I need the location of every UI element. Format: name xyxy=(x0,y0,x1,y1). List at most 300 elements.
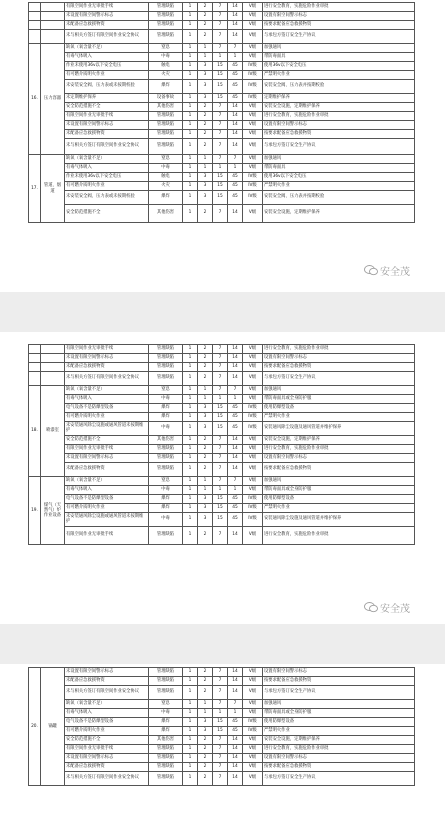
page-gap xyxy=(0,624,445,664)
table-row xyxy=(29,513,415,527)
d-value-cell: 14 xyxy=(228,527,243,545)
control-measure-cell: 使用防爆型设备 xyxy=(263,495,415,504)
risk-level-cell: V级 xyxy=(243,354,263,363)
chat-bubble-icon xyxy=(364,602,378,613)
control-measure-cell: 按要求配备应急救援物资 xyxy=(263,363,415,372)
hazard-cell: 有毒气体吸入 xyxy=(65,164,149,173)
accident-type-cell: 窒息 xyxy=(149,155,183,164)
hazard-cell: 未配备应急救援物资 xyxy=(65,763,149,772)
hazard-cell: 安全防范措施不全 xyxy=(65,436,149,445)
table-row xyxy=(29,727,415,736)
e-value-cell: 1 xyxy=(198,486,213,495)
c-value-cell: 1 xyxy=(213,395,228,404)
risk-level-cell: V级 xyxy=(243,477,263,486)
l-value-cell: 1 xyxy=(183,21,198,30)
l-value-cell: 1 xyxy=(183,463,198,477)
l-value-cell: 1 xyxy=(183,504,198,513)
c-value-cell: 7 xyxy=(213,754,228,763)
risk-level-cell: V级 xyxy=(243,130,263,139)
risk-level-cell: V级 xyxy=(243,3,263,12)
risk-level-cell: IV级 xyxy=(243,718,263,727)
e-value-cell: 2 xyxy=(198,372,213,386)
hazard-cell: 未配备应急救援物资 xyxy=(65,130,149,139)
accident-type-cell: 管理缺陷 xyxy=(149,363,183,372)
control-measure-cell: 设置有限空间警示标志 xyxy=(263,754,415,763)
risk-level-cell: V级 xyxy=(243,700,263,709)
accident-type-cell: 中毒 xyxy=(149,709,183,718)
l-value-cell: 1 xyxy=(183,191,198,205)
l-value-cell: 1 xyxy=(183,395,198,404)
l-value-cell: 1 xyxy=(183,763,198,772)
c-value-cell: 7 xyxy=(213,372,228,386)
e-value-cell: 2 xyxy=(198,12,213,21)
l-value-cell: 1 xyxy=(183,386,198,395)
group-name-cell-continued xyxy=(41,21,65,30)
group-number-cell: 18. xyxy=(29,386,41,477)
e-value-cell: 1 xyxy=(198,386,213,395)
e-value-cell: 1 xyxy=(198,44,213,53)
d-value-cell: 14 xyxy=(228,436,243,445)
c-value-cell: 15 xyxy=(213,718,228,727)
d-value-cell: 14 xyxy=(228,30,243,44)
control-measure-cell: 加强通风 xyxy=(263,700,415,709)
c-value-cell: 15 xyxy=(213,727,228,736)
hazard-table-3 xyxy=(28,667,415,786)
control-measure-cell: 设置有限空间警示标志 xyxy=(263,12,415,21)
l-value-cell: 1 xyxy=(183,354,198,363)
group-number-cell-continued xyxy=(29,354,41,363)
page-gap xyxy=(0,292,445,332)
table-row xyxy=(29,139,415,155)
d-value-cell: 1 xyxy=(228,395,243,404)
table-row xyxy=(29,94,415,103)
table-row xyxy=(29,30,415,44)
control-measure-cell: 安装安全设施，定期维护保养 xyxy=(263,103,415,112)
l-value-cell: 1 xyxy=(183,677,198,686)
d-value-cell: 14 xyxy=(228,763,243,772)
l-value-cell: 1 xyxy=(183,345,198,354)
l-value-cell: 1 xyxy=(183,372,198,386)
l-value-cell: 1 xyxy=(183,727,198,736)
e-value-cell: 3 xyxy=(198,727,213,736)
control-measure-cell: 安装安全设施，定期维护保养 xyxy=(263,205,415,223)
control-measure-cell: 进行安全教育，实施危险作业审批 xyxy=(263,3,415,12)
control-measure-cell: 使用36v以下安全电压 xyxy=(263,173,415,182)
accident-type-cell: 中毒 xyxy=(149,486,183,495)
table-row xyxy=(29,504,415,513)
c-value-cell: 7 xyxy=(213,772,228,786)
l-value-cell: 1 xyxy=(183,173,198,182)
c-value-cell: 15 xyxy=(213,173,228,182)
risk-level-cell: V级 xyxy=(243,363,263,372)
e-value-cell: 3 xyxy=(198,413,213,422)
table-row xyxy=(29,386,415,395)
l-value-cell: 1 xyxy=(183,71,198,80)
control-measure-cell: 使用36v以下安全电压 xyxy=(263,62,415,71)
e-value-cell: 3 xyxy=(198,80,213,94)
risk-level-cell: V级 xyxy=(243,205,263,223)
control-measure-cell: 按要求配备应急救援物资 xyxy=(263,677,415,686)
d-value-cell: 1 xyxy=(228,53,243,62)
control-measure-cell: 严禁明火作业 xyxy=(263,727,415,736)
table-row xyxy=(29,21,415,30)
accident-type-cell: 触电 xyxy=(149,62,183,71)
d-value-cell: 7 xyxy=(228,44,243,53)
group-number-cell-continued xyxy=(29,21,41,30)
c-value-cell: 15 xyxy=(213,182,228,191)
control-measure-cell: 按要求配备应急救援物资 xyxy=(263,21,415,30)
d-value-cell: 45 xyxy=(228,71,243,80)
accident-type-cell: 管理缺陷 xyxy=(149,445,183,454)
table-row xyxy=(29,736,415,745)
risk-level-cell: V级 xyxy=(243,103,263,112)
e-value-cell: 2 xyxy=(198,139,213,155)
group-number-cell-continued xyxy=(29,363,41,372)
hazard-cell: 有可燃介质明火作业 xyxy=(65,182,149,191)
c-value-cell: 7 xyxy=(213,454,228,463)
accident-type-cell: 中毒 xyxy=(149,164,183,173)
control-measure-cell: 设置有限空间警示标志 xyxy=(263,668,415,677)
l-value-cell: 1 xyxy=(183,486,198,495)
control-measure-cell: 带防毒面具 xyxy=(263,164,415,173)
table-row xyxy=(29,486,415,495)
hazard-cell: 有毒气体吸入 xyxy=(65,53,149,62)
d-value-cell: 7 xyxy=(228,386,243,395)
control-measure-cell: 严禁明火作业 xyxy=(263,182,415,191)
accident-type-cell: 窒息 xyxy=(149,386,183,395)
l-value-cell: 1 xyxy=(183,404,198,413)
risk-assessment-table xyxy=(28,667,415,786)
control-measure-cell: 安装安全设施，定期维护保养 xyxy=(263,736,415,745)
hazard-cell: 缺氧（氧含量不足） xyxy=(65,386,149,395)
e-value-cell: 1 xyxy=(198,395,213,404)
control-measure-cell: 与承包方签订安全生产协议 xyxy=(263,772,415,786)
risk-level-cell: V级 xyxy=(243,164,263,173)
c-value-cell: 1 xyxy=(213,164,228,173)
group-number-cell: 16. xyxy=(29,44,41,155)
l-value-cell: 1 xyxy=(183,422,198,436)
d-value-cell: 1 xyxy=(228,709,243,718)
accident-type-cell: 触电 xyxy=(149,173,183,182)
risk-level-cell: V级 xyxy=(243,454,263,463)
e-value-cell: 2 xyxy=(198,677,213,686)
watermark-text: 安全茂 xyxy=(380,604,410,615)
hazard-cell: 未设置有限空间警示标志 xyxy=(65,454,149,463)
risk-level-cell: V级 xyxy=(243,668,263,677)
table-row xyxy=(29,477,415,486)
table-row xyxy=(29,463,415,477)
risk-level-cell: V级 xyxy=(243,677,263,686)
d-value-cell: 45 xyxy=(228,182,243,191)
control-measure-cell: 设置有限空间警示标志 xyxy=(263,121,415,130)
d-value-cell: 45 xyxy=(228,404,243,413)
c-value-cell: 1 xyxy=(213,709,228,718)
e-value-cell: 2 xyxy=(198,445,213,454)
control-measure-cell: 严禁明火作业 xyxy=(263,71,415,80)
risk-level-cell: IV级 xyxy=(243,71,263,80)
table-row xyxy=(29,53,415,62)
e-value-cell: 2 xyxy=(198,754,213,763)
control-measure-cell: 带防毒面具或全身防护服 xyxy=(263,709,415,718)
table-row xyxy=(29,155,415,164)
table-row xyxy=(29,495,415,504)
e-value-cell: 3 xyxy=(198,504,213,513)
accident-type-cell: 管理缺陷 xyxy=(149,668,183,677)
e-value-cell: 2 xyxy=(198,130,213,139)
group-number-cell-continued xyxy=(29,345,41,354)
hazard-cell: 有限空间作业无审批手续 xyxy=(65,345,149,354)
control-measure-cell: 按要求配备应急救援物资 xyxy=(263,130,415,139)
e-value-cell: 2 xyxy=(198,103,213,112)
d-value-cell: 14 xyxy=(228,354,243,363)
accident-type-cell: 管理缺陷 xyxy=(149,745,183,754)
e-value-cell: 1 xyxy=(198,477,213,486)
group-name-cell-continued xyxy=(41,3,65,12)
hazard-cell: 未设置有限空间警示标志 xyxy=(65,668,149,677)
c-value-cell: 1 xyxy=(213,53,228,62)
d-value-cell: 45 xyxy=(228,422,243,436)
risk-level-cell: IV级 xyxy=(243,191,263,205)
table-row xyxy=(29,709,415,718)
c-value-cell: 15 xyxy=(213,62,228,71)
hazard-cell: 未设置有限空间警示标志 xyxy=(65,121,149,130)
table-row xyxy=(29,80,415,94)
table-row xyxy=(29,121,415,130)
d-value-cell: 7 xyxy=(228,700,243,709)
control-measure-cell: 加强通风 xyxy=(263,155,415,164)
e-value-cell: 3 xyxy=(198,94,213,103)
risk-level-cell: V级 xyxy=(243,345,263,354)
e-value-cell: 2 xyxy=(198,21,213,30)
control-measure-cell: 与承包方签订安全生产协议 xyxy=(263,30,415,44)
l-value-cell: 1 xyxy=(183,686,198,700)
d-value-cell: 14 xyxy=(228,139,243,155)
hazard-cell: 电气设备不是防爆型设备 xyxy=(65,404,149,413)
group-number-cell: 17. xyxy=(29,155,41,223)
hazard-cell: 作业未使用36v以下安全电压 xyxy=(65,173,149,182)
d-value-cell: 14 xyxy=(228,686,243,700)
hazard-cell: 未配备应急救援物资 xyxy=(65,463,149,477)
risk-level-cell: V级 xyxy=(243,527,263,545)
c-value-cell: 7 xyxy=(213,354,228,363)
risk-level-cell: IV级 xyxy=(243,173,263,182)
accident-type-cell: 管理缺陷 xyxy=(149,763,183,772)
c-value-cell: 7 xyxy=(213,436,228,445)
e-value-cell: 2 xyxy=(198,121,213,130)
c-value-cell: 15 xyxy=(213,404,228,413)
c-value-cell: 7 xyxy=(213,44,228,53)
control-measure-cell: 设置有限空间警示标志 xyxy=(263,354,415,363)
e-value-cell: 1 xyxy=(198,700,213,709)
group-name-cell-continued xyxy=(41,372,65,386)
accident-type-cell: 中毒 xyxy=(149,422,183,436)
c-value-cell: 7 xyxy=(213,3,228,12)
l-value-cell: 1 xyxy=(183,736,198,745)
table-row xyxy=(29,668,415,677)
c-value-cell: 15 xyxy=(213,513,228,527)
c-value-cell: 7 xyxy=(213,386,228,395)
l-value-cell: 1 xyxy=(183,30,198,44)
table-row xyxy=(29,413,415,422)
accident-type-cell: 爆炸 xyxy=(149,191,183,205)
c-value-cell: 15 xyxy=(213,80,228,94)
risk-level-cell: V级 xyxy=(243,709,263,718)
risk-level-cell: V级 xyxy=(243,372,263,386)
hazard-cell: 未配备应急救援物资 xyxy=(65,21,149,30)
c-value-cell: 15 xyxy=(213,71,228,80)
accident-type-cell: 管理缺陷 xyxy=(149,354,183,363)
l-value-cell: 1 xyxy=(183,668,198,677)
hazard-cell: 未配备应急救援物资 xyxy=(65,677,149,686)
control-measure-cell: 进行安全教育，实施危险作业审批 xyxy=(263,527,415,545)
e-value-cell: 1 xyxy=(198,155,213,164)
d-value-cell: 14 xyxy=(228,454,243,463)
e-value-cell: 2 xyxy=(198,736,213,745)
chat-bubble-icon xyxy=(364,265,378,276)
table-row xyxy=(29,205,415,223)
table-row xyxy=(29,12,415,21)
l-value-cell: 1 xyxy=(183,205,198,223)
hazard-cell: 有限空间作业无审批手续 xyxy=(65,3,149,12)
c-value-cell: 7 xyxy=(213,527,228,545)
risk-assessment-table xyxy=(28,2,415,223)
table-row xyxy=(29,763,415,772)
c-value-cell: 15 xyxy=(213,191,228,205)
control-measure-cell: 进行安全教育，实施危险作业审批 xyxy=(263,345,415,354)
table-row xyxy=(29,718,415,727)
e-value-cell: 2 xyxy=(198,354,213,363)
risk-level-cell: V级 xyxy=(243,12,263,21)
d-value-cell: 45 xyxy=(228,727,243,736)
control-measure-cell: 进行安全教育，实施危险作业审批 xyxy=(263,745,415,754)
accident-type-cell: 管理缺陷 xyxy=(149,454,183,463)
e-value-cell: 2 xyxy=(198,205,213,223)
c-value-cell: 7 xyxy=(213,103,228,112)
e-value-cell: 2 xyxy=(198,745,213,754)
e-value-cell: 3 xyxy=(198,182,213,191)
hazard-cell: 有毒气体吸入 xyxy=(65,486,149,495)
table-row xyxy=(29,454,415,463)
control-measure-cell: 使用防爆型设备 xyxy=(263,718,415,727)
table-row xyxy=(29,112,415,121)
hazard-table-2 xyxy=(28,344,415,545)
control-measure-cell: 带防毒面具 xyxy=(263,53,415,62)
e-value-cell: 1 xyxy=(198,53,213,62)
group-name-cell: 煤气（天然气）炉作业设备 xyxy=(41,477,65,545)
table-row xyxy=(29,130,415,139)
accident-type-cell: 管理缺陷 xyxy=(149,130,183,139)
control-measure-cell: 与承包方签订安全生产协议 xyxy=(263,686,415,700)
accident-type-cell: 管理缺陷 xyxy=(149,345,183,354)
accident-type-cell: 管理缺陷 xyxy=(149,677,183,686)
accident-type-cell: 管理缺陷 xyxy=(149,21,183,30)
accident-type-cell: 设备事故 xyxy=(149,94,183,103)
accident-type-cell: 中毒 xyxy=(149,395,183,404)
risk-level-cell: V级 xyxy=(243,395,263,404)
risk-level-cell: V级 xyxy=(243,445,263,454)
l-value-cell: 1 xyxy=(183,155,198,164)
l-value-cell: 1 xyxy=(183,445,198,454)
l-value-cell: 1 xyxy=(183,112,198,121)
hazard-cell: 有限空间作业无审批手续 xyxy=(65,527,149,545)
control-measure-cell: 安装通风除尘设施及通风管道并维护保养 xyxy=(263,422,415,436)
c-value-cell: 7 xyxy=(213,205,228,223)
c-value-cell: 1 xyxy=(213,486,228,495)
hazard-cell: 作业未使用36v以下安全电压 xyxy=(65,62,149,71)
c-value-cell: 7 xyxy=(213,736,228,745)
table-row xyxy=(29,404,415,413)
table-row xyxy=(29,363,415,372)
risk-level-cell: V级 xyxy=(243,112,263,121)
hazard-cell: 未配备应急救援物资 xyxy=(65,363,149,372)
risk-level-cell: V级 xyxy=(243,463,263,477)
accident-type-cell: 管理缺陷 xyxy=(149,686,183,700)
group-number-cell-continued xyxy=(29,12,41,21)
c-value-cell: 15 xyxy=(213,94,228,103)
control-measure-cell: 与承包方签订安全生产协议 xyxy=(263,139,415,155)
risk-level-cell: IV级 xyxy=(243,422,263,436)
group-name-cell: 压力容器 xyxy=(41,44,65,155)
risk-level-cell: IV级 xyxy=(243,404,263,413)
table-row xyxy=(29,3,415,12)
hazard-cell: 未定期维护保养 xyxy=(65,94,149,103)
c-value-cell: 7 xyxy=(213,477,228,486)
c-value-cell: 7 xyxy=(213,463,228,477)
group-number-cell-continued xyxy=(29,3,41,12)
e-value-cell: 3 xyxy=(198,495,213,504)
e-value-cell: 3 xyxy=(198,718,213,727)
d-value-cell: 14 xyxy=(228,463,243,477)
d-value-cell: 45 xyxy=(228,94,243,103)
l-value-cell: 1 xyxy=(183,745,198,754)
accident-type-cell: 管理缺陷 xyxy=(149,372,183,386)
control-measure-cell: 按要求配备应急救援物资 xyxy=(263,463,415,477)
risk-level-cell: IV级 xyxy=(243,62,263,71)
risk-level-cell: V级 xyxy=(243,745,263,754)
hazard-cell: 未设置有限空间警示标志 xyxy=(65,754,149,763)
hazard-cell: 未设置有限空间警示标志 xyxy=(65,354,149,363)
c-value-cell: 7 xyxy=(213,21,228,30)
table-row xyxy=(29,354,415,363)
accident-type-cell: 爆炸 xyxy=(149,404,183,413)
e-value-cell: 2 xyxy=(198,363,213,372)
d-value-cell: 14 xyxy=(228,130,243,139)
control-measure-cell: 加强通风 xyxy=(263,477,415,486)
control-measure-cell: 严禁明火作业 xyxy=(263,504,415,513)
accident-type-cell: 其他伤害 xyxy=(149,205,183,223)
d-value-cell: 7 xyxy=(228,477,243,486)
risk-level-cell: IV级 xyxy=(243,182,263,191)
table-row xyxy=(29,173,415,182)
group-name-cell: 喷漆室 xyxy=(41,386,65,477)
hazard-cell: 未与相关方签订有限空间作业安全协议 xyxy=(65,772,149,786)
hazard-cell: 有可燃介质明火作业 xyxy=(65,727,149,736)
table-row xyxy=(29,103,415,112)
risk-level-cell: V级 xyxy=(243,763,263,772)
accident-type-cell: 其他伤害 xyxy=(149,736,183,745)
hazard-cell: 未安装安全阀、压力表或未按期校验 xyxy=(65,191,149,205)
d-value-cell: 45 xyxy=(228,495,243,504)
watermark-text: 安全茂 xyxy=(380,267,410,278)
document-page-3 xyxy=(0,664,445,817)
table-row xyxy=(29,44,415,53)
l-value-cell: 1 xyxy=(183,44,198,53)
risk-level-cell: IV级 xyxy=(243,94,263,103)
e-value-cell: 3 xyxy=(198,513,213,527)
control-measure-cell: 安装安全设施，定期维护保养 xyxy=(263,436,415,445)
accident-type-cell: 爆炸 xyxy=(149,413,183,422)
hazard-cell: 安全防范措施不全 xyxy=(65,205,149,223)
